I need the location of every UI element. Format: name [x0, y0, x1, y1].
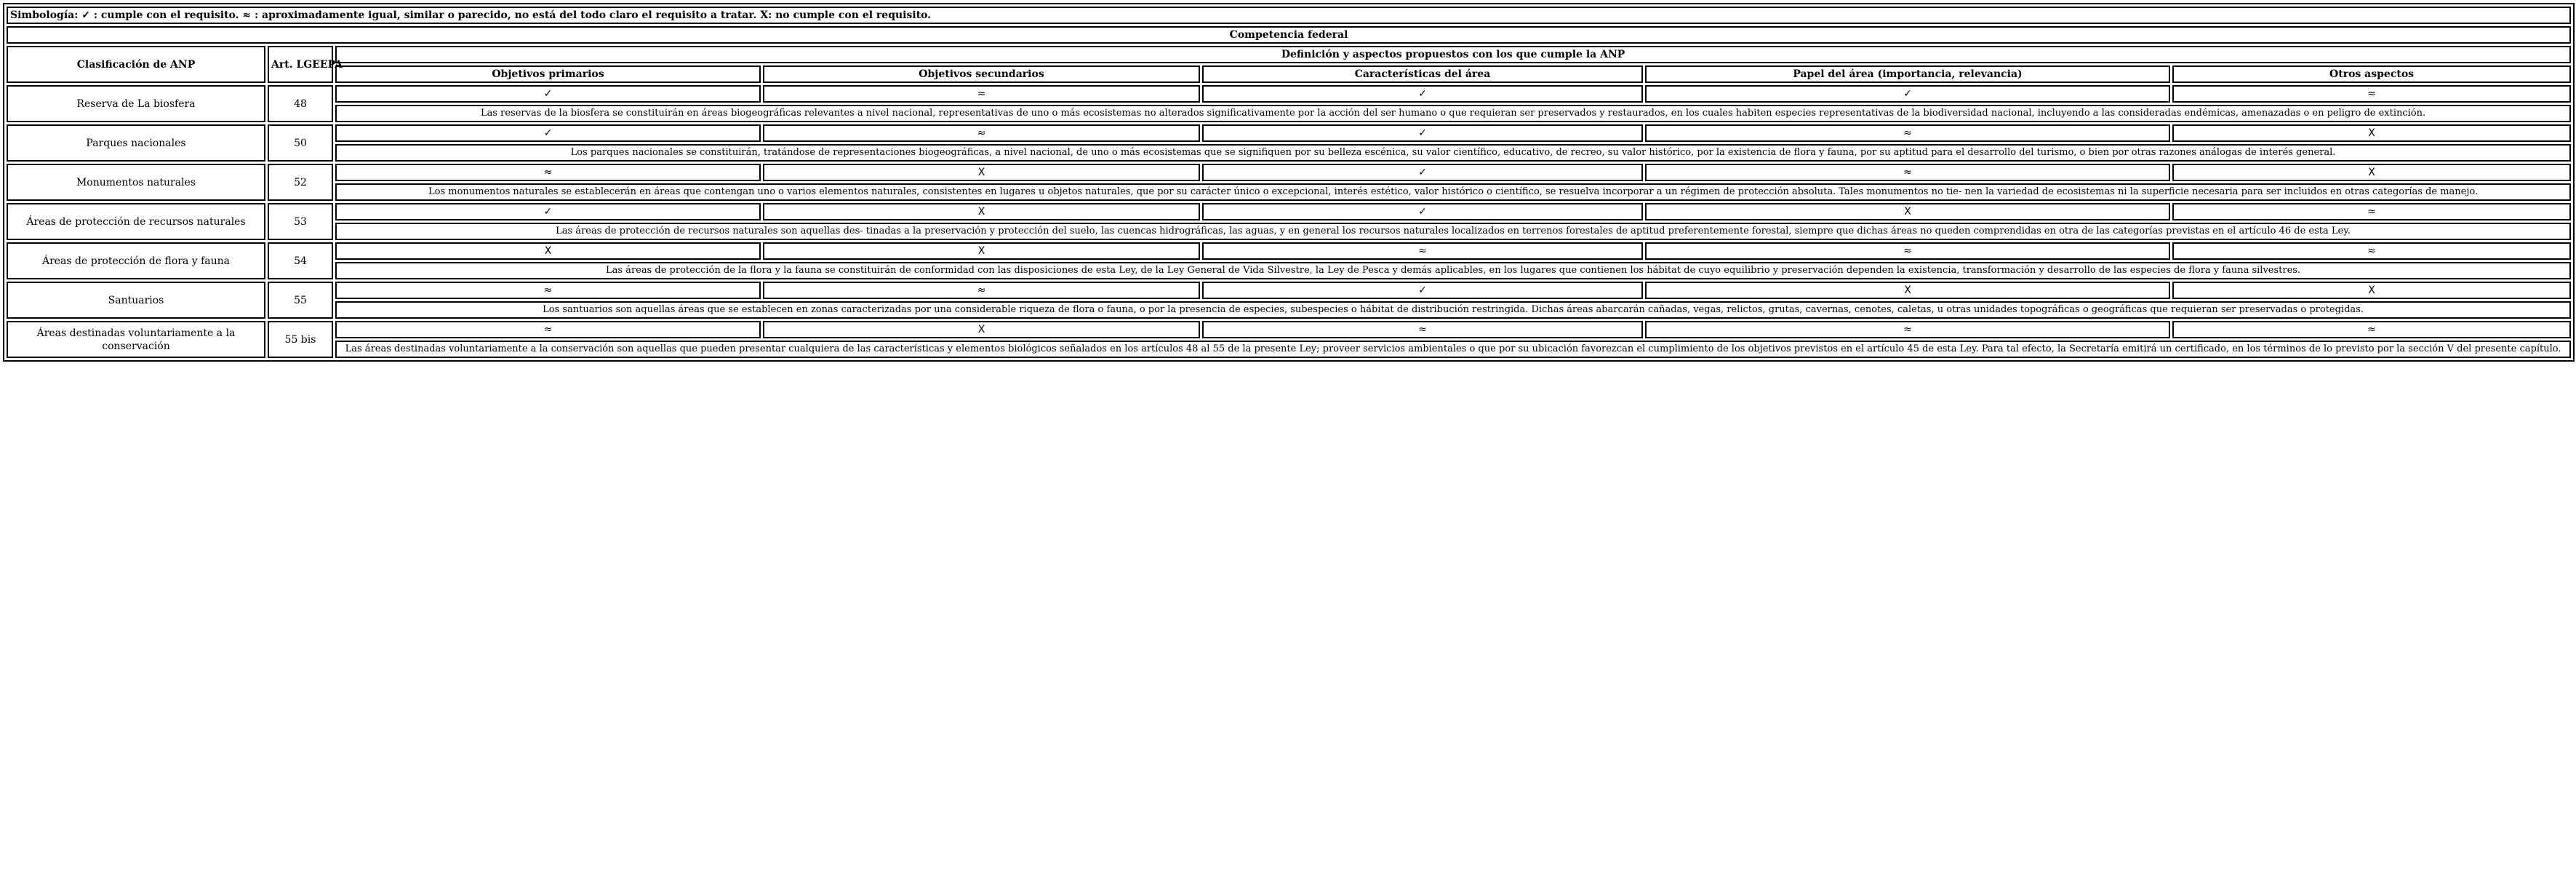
value-cell-caracteristicas: ≈: [1202, 242, 1643, 260]
value-cell-caracteristicas: ✓: [1202, 124, 1643, 142]
value-cell-papel: ≈: [1645, 124, 2170, 142]
description-row: [7, 341, 2571, 358]
aspect-header-caracteristicas: Características del área: [1202, 65, 1643, 83]
description-row: [7, 105, 2571, 122]
clasificacion-header: Clasificación de ANP: [7, 46, 265, 83]
value-cell-objetivos-secundarios: X: [763, 321, 1200, 338]
value-cell-otros: ≈: [2172, 242, 2571, 260]
articulo-cell: 48: [268, 85, 333, 122]
value-cell-papel: ≈: [1645, 242, 2170, 260]
value-cell-otros: X: [2172, 124, 2571, 142]
clasificacion-cell: Parques nacionales: [7, 124, 265, 162]
anp-table-container: [3, 3, 2573, 362]
value-cell-objetivos-secundarios: ≈: [763, 85, 1200, 103]
table-row: [7, 242, 2571, 260]
value-cell-caracteristicas: ✓: [1202, 282, 1643, 299]
value-cell-objetivos-primarios: ✓: [335, 124, 761, 142]
value-cell-papel: X: [1645, 203, 2170, 220]
value-cell-objetivos-secundarios: ≈: [763, 282, 1200, 299]
articulo-cell: 53: [268, 203, 333, 240]
value-cell-otros: ≈: [2172, 321, 2571, 338]
articulo-header: Art. LGEEPA: [268, 46, 333, 83]
description-row: [7, 223, 2571, 240]
value-cell-objetivos-primarios: ✓: [335, 85, 761, 103]
aspect-header-objetivos-primarios: Objetivos primarios: [335, 65, 761, 83]
competencia-row: [7, 26, 2571, 44]
description-row: [7, 262, 2571, 279]
value-cell-papel: ≈: [1645, 164, 2170, 181]
value-cell-objetivos-primarios: ≈: [335, 282, 761, 299]
value-cell-caracteristicas: ≈: [1202, 321, 1643, 338]
description-cell: Los parques nacionales se constituirán, tratándose de representaciones biogeográficas, a nivel nacional, de uno o más ecosistemas que se signifiquen por su belleza escénica, su valor científico, educativo, de recreo, su valor histórico, por la existencia de flora y fauna, por su aptitud para el desarrollo del turismo, o bien por otras razones análogas de interés general.: [335, 144, 2571, 162]
table-row: [7, 321, 2571, 338]
value-cell-caracteristicas: ✓: [1202, 203, 1643, 220]
clasificacion-cell: Áreas de protección de recursos naturales: [7, 203, 265, 240]
table-row: [7, 282, 2571, 299]
table-row: [7, 164, 2571, 181]
clasificacion-cell: Reserva de La biosfera: [7, 85, 265, 122]
header-row: [7, 46, 2571, 63]
clasificacion-cell: Monumentos naturales: [7, 164, 265, 201]
value-cell-objetivos-primarios: X: [335, 242, 761, 260]
description-row: [7, 144, 2571, 162]
legend-cell: Simbología: ✓ : cumple con el requisito. ≈ : aproximadamente igual, similar o parecido, no está del todo claro el requisito a tratar. X: no cumple con el requisito.: [7, 7, 2571, 24]
description-row: [7, 301, 2571, 319]
value-cell-otros: ≈: [2172, 85, 2571, 103]
value-cell-otros: ≈: [2172, 203, 2571, 220]
aspects-header-row: [7, 65, 2571, 83]
articulo-cell: 54: [268, 242, 333, 279]
value-cell-papel: X: [1645, 282, 2170, 299]
aspect-header-otros: Otros aspectos: [2172, 65, 2571, 83]
value-cell-caracteristicas: ✓: [1202, 164, 1643, 181]
table-row: [7, 85, 2571, 103]
value-cell-objetivos-primarios: ✓: [335, 203, 761, 220]
table-row: [7, 203, 2571, 220]
clasificacion-cell: Áreas destinadas voluntariamente a la conservación: [7, 321, 265, 358]
value-cell-papel: ✓: [1645, 85, 2170, 103]
aspect-header-papel: Papel del área (importancia, relevancia): [1645, 65, 2170, 83]
value-cell-papel: ≈: [1645, 321, 2170, 338]
value-cell-caracteristicas: ✓: [1202, 85, 1643, 103]
aspect-header-objetivos-secundarios: Objetivos secundarios: [763, 65, 1200, 83]
value-cell-objetivos-primarios: ≈: [335, 164, 761, 181]
articulo-cell: 55 bis: [268, 321, 333, 358]
value-cell-objetivos-secundarios: X: [763, 164, 1200, 181]
clasificacion-cell: Áreas de protección de flora y fauna: [7, 242, 265, 279]
value-cell-otros: X: [2172, 164, 2571, 181]
articulo-cell: 55: [268, 282, 333, 319]
value-cell-objetivos-secundarios: ≈: [763, 124, 1200, 142]
legend-row: [7, 7, 2571, 24]
value-cell-objetivos-secundarios: X: [763, 203, 1200, 220]
clasificacion-cell: Santuarios: [7, 282, 265, 319]
anp-classification-table: [3, 3, 2575, 362]
description-row: [7, 183, 2571, 201]
description-cell: Los monumentos naturales se establecerán en áreas que contengan uno o varios elementos naturales, consistentes en lugares u objetos naturales, que por su carácter único o excepcional, interés estético, valor histórico o científico, se resuelva incorporar a un régimen de protección absoluta. Tales monumentos no tie- nen la variedad de ecosistemas ni la superficie necesaria para ser incluidos en otras categorías de manejo.: [335, 183, 2571, 201]
articulo-cell: 50: [268, 124, 333, 162]
competencia-header: Competencia federal: [7, 26, 2571, 44]
value-cell-otros: X: [2172, 282, 2571, 299]
description-cell: Las áreas destinadas voluntariamente a la conservación son aquellas que pueden presentar cualquiera de las características y elementos biológicos señalados en los artículos 48 al 55 de la presente Ley; proveer servicios ambientales o que por su ubicación favorezcan el cumplimiento de los objetivos previstos en el artículo 45 de esta Ley. Para tal efecto, la Secretaría emitirá un certificado, en los términos de lo previsto por la sección V del presente capítulo.: [335, 341, 2571, 358]
value-cell-objetivos-secundarios: X: [763, 242, 1200, 260]
description-cell: Las áreas de protección de la flora y la fauna se constituirán de conformidad con las disposiciones de esta Ley, de la Ley General de Vida Silvestre, la Ley de Pesca y demás aplicables, en los lugares que contienen los hábitat de cuyo equilibrio y preservación dependen la existencia, transformación y desarrollo de las especies de flora y fauna silvestres.: [335, 262, 2571, 279]
table-body: [7, 7, 2571, 358]
value-cell-objetivos-primarios: ≈: [335, 321, 761, 338]
description-cell: Los santuarios son aquellas áreas que se establecen en zonas caracterizadas por una considerable riqueza de flora o fauna, o por la presencia de especies, subespecies o hábitat de distribución restringida. Dichas áreas abarcarán cañadas, vegas, relictos, grutas, cavernas, cenotes, caletas, u otras unidades topográficas o geográficas que requieran ser preservadas o protegidas.: [335, 301, 2571, 319]
definicion-header: Definición y aspectos propuestos con los que cumple la ANP: [335, 46, 2571, 63]
description-cell: Las reservas de la biosfera se constituirán en áreas biogeográficas relevantes a nivel nacional, representativas de uno o más ecosistemas no alterados significativamente por la acción del ser humano o que requieran ser preservados y restaurados, en los cuales habiten especies representativas de la biodiversidad nacional, incluyendo a las consideradas endémicas, amenazadas o en peligro de extinción.: [335, 105, 2571, 122]
table-row: [7, 124, 2571, 142]
articulo-cell: 52: [268, 164, 333, 201]
description-cell: Las áreas de protección de recursos naturales son aquellas des- tinadas a la preservación y protección del suelo, las cuencas hidrográficas, las aguas, y en general los recursos naturales localizados en terrenos forestales de aptitud preferentemente forestal, siempre que dichas áreas no queden comprendidas en otra de las categorías previstas en el artículo 46 de esta Ley.: [335, 223, 2571, 240]
